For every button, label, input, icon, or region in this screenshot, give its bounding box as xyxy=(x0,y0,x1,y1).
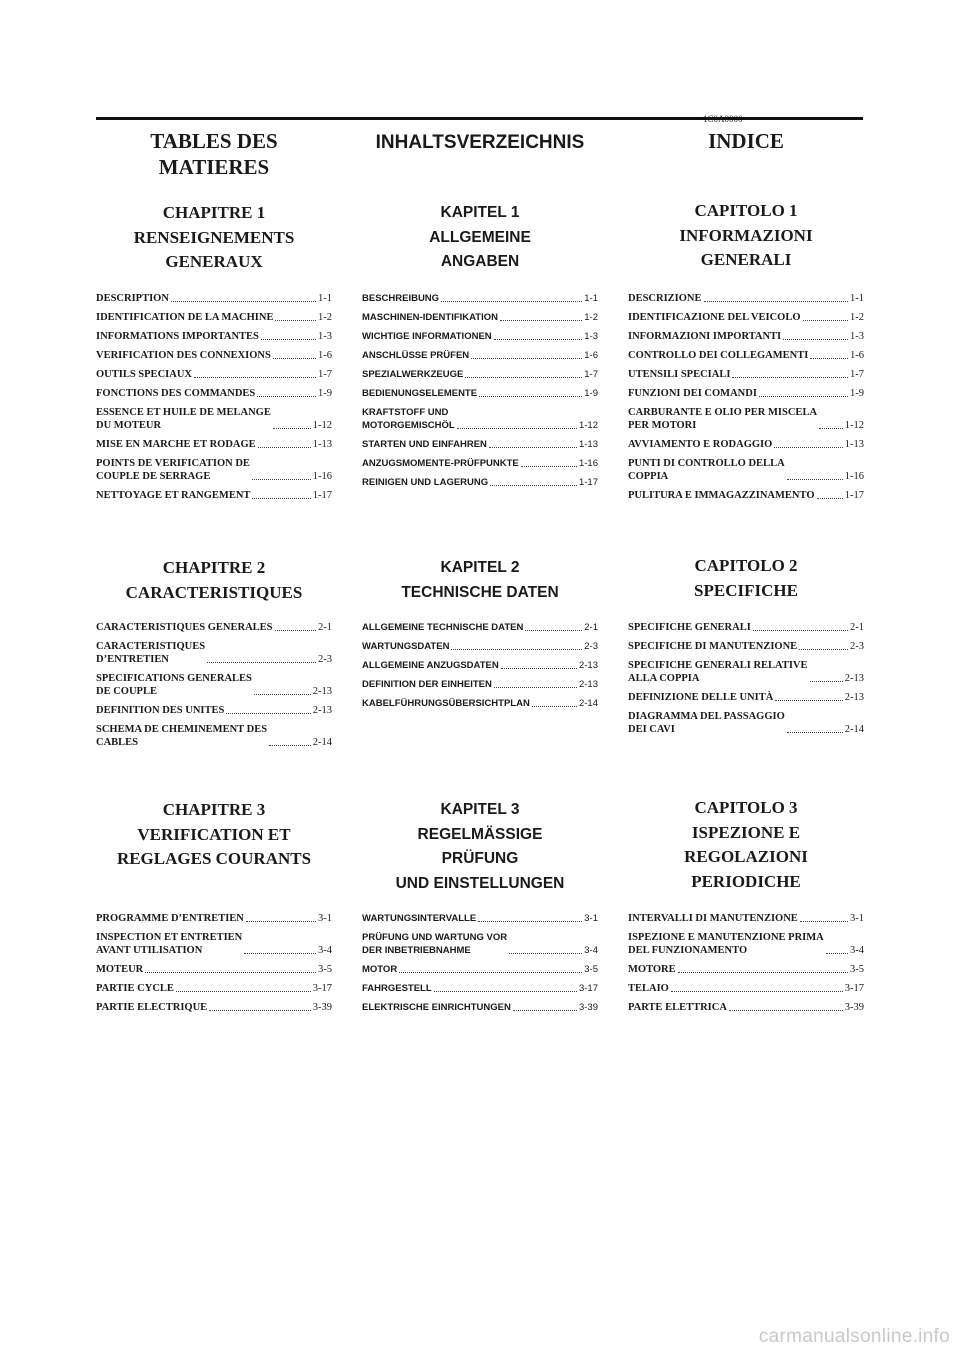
chapter-title: KAPITEL 3 REGELMÄSSIGE PRÜFUNG UND EINSTELLUNGEN xyxy=(395,801,565,892)
toc-entry-page: 3-17 xyxy=(844,983,864,994)
toc-entry-label: DIAGRAMMA DEL PASSAGGIO DEI CAVI xyxy=(628,711,785,735)
toc-entry-page: 3-17 xyxy=(578,983,598,994)
toc-entry-label: INFORMATIONS IMPORTANTES xyxy=(96,331,259,342)
header-title-it: INDICE xyxy=(708,129,784,153)
toc-entry xyxy=(362,931,598,957)
chapter-title: CHAPITRE 2 CARACTERISTIQUES xyxy=(125,558,303,602)
toc-entry xyxy=(96,349,332,362)
toc-entry-page: 2-14 xyxy=(844,724,864,735)
toc-entry-page: 2-13 xyxy=(844,692,864,703)
toc-entry xyxy=(628,387,864,400)
toc-entry-label: POINTS DE VERIFICATION DE COUPLE DE SERRAGE xyxy=(96,458,250,482)
dot-leader xyxy=(775,700,842,701)
toc-entry xyxy=(628,931,864,957)
dot-leader xyxy=(810,358,848,359)
toc-entry-label: PROGRAMME D’ENTRETIEN xyxy=(96,913,244,924)
toc-entry-label: PUNTI DI CONTROLLO DELLA COPPIA xyxy=(628,458,785,482)
dot-leader xyxy=(501,668,577,669)
dot-leader xyxy=(273,428,311,429)
toc-entry-label: MASCHINEN-IDENTIFIKATION xyxy=(362,312,498,323)
toc-entry-page: 3-1 xyxy=(318,913,332,924)
toc-entry-page: 1-7 xyxy=(850,369,864,380)
toc-entry xyxy=(362,621,598,634)
toc-entry-label: INTERVALLI DI MANUTENZIONE xyxy=(628,913,798,924)
toc-entry-page: 1-6 xyxy=(584,350,598,361)
dot-leader xyxy=(729,1010,843,1011)
toc-entry-label: REINIGEN UND LAGERUNG xyxy=(362,477,489,488)
dot-leader xyxy=(252,479,311,480)
toc-entry xyxy=(628,963,864,976)
toc-entry xyxy=(96,672,332,698)
toc-entry xyxy=(628,330,864,343)
toc-entry-label: BEDIENUNGSELEMENTE xyxy=(362,388,478,399)
dot-leader xyxy=(817,498,843,499)
toc-entry-page: 1-9 xyxy=(318,388,332,399)
dot-leader xyxy=(500,320,582,321)
toc-entry-page: 1-12 xyxy=(844,420,864,431)
toc-entry-label: SPECIFICHE GENERALI RELATIVE ALLA COPPIA xyxy=(628,660,808,684)
dot-leader xyxy=(513,1010,577,1011)
toc-entry-label: PRÜFUNG UND WARTUNG VOR DER INBETRIEBNAHME xyxy=(362,932,508,956)
toc-entry xyxy=(96,912,332,925)
dot-leader xyxy=(787,479,843,480)
toc-entry-page: 1-7 xyxy=(318,369,332,380)
toc-entry-page: 1-2 xyxy=(318,312,332,323)
toc-entry-page: 3-39 xyxy=(844,1002,864,1013)
chapter-title: KAPITEL 1 ALLGEMEINE ANGABEN xyxy=(429,204,531,270)
toc-entry-label: FAHRGESTELL xyxy=(362,983,432,994)
toc-entry-page: 1-7 xyxy=(584,369,598,380)
toc-entry xyxy=(628,457,864,483)
toc-entry-page: 3-17 xyxy=(312,983,332,994)
dot-leader xyxy=(273,358,316,359)
toc-entry-page: 3-5 xyxy=(584,964,598,975)
dot-leader xyxy=(226,713,310,714)
toc-entry-label: ALLGEMEINE TECHNISCHE DATEN xyxy=(362,622,524,633)
toc-entry-label: INFORMAZIONI IMPORTANTI xyxy=(628,331,782,342)
toc-entry-page: 1-1 xyxy=(318,293,332,304)
toc-entry-label: ALLGEMEINE ANZUGSDATEN xyxy=(362,660,499,671)
dot-leader xyxy=(194,377,316,378)
dot-leader xyxy=(269,745,311,746)
toc-entry-label: DESCRIZIONE xyxy=(628,293,702,304)
toc-entry-page: 3-4 xyxy=(584,945,598,956)
dot-leader xyxy=(787,732,843,733)
dot-leader xyxy=(803,320,848,321)
toc-entry-page: 1-6 xyxy=(850,350,864,361)
dot-leader xyxy=(478,921,582,922)
toc-entry xyxy=(96,368,332,381)
toc-entry-page: 2-3 xyxy=(318,654,332,665)
toc-entry-page: 1-13 xyxy=(312,439,332,450)
chapter-title: CAPITOLO 3 ISPEZIONE E REGOLAZIONI PERIODICHE xyxy=(684,798,808,891)
header-title-fr: TABLES DES MATIERES xyxy=(150,129,278,179)
dot-leader xyxy=(399,972,582,973)
toc-entry-label: WARTUNGSINTERVALLE xyxy=(362,913,477,924)
toc-entry xyxy=(628,311,864,324)
toc-entry xyxy=(362,1001,598,1014)
toc-entry-label: TELAIO xyxy=(628,983,669,994)
toc-entry-label: MOTORE xyxy=(628,964,676,975)
toc-entry-label: ISPEZIONE E MANUTENZIONE PRIMA DEL FUNZIONAMENTO xyxy=(628,932,824,956)
toc-entry xyxy=(96,963,332,976)
toc-entry xyxy=(362,678,598,691)
toc-entry xyxy=(628,710,864,736)
toc-entry-label: STARTEN UND EINFAHREN xyxy=(362,439,487,450)
toc-entry xyxy=(96,723,332,749)
chapter-title: CAPITOLO 1 INFORMAZIONI GENERALI xyxy=(679,201,813,269)
toc-entry xyxy=(362,349,598,362)
toc-entry xyxy=(362,311,598,324)
dot-leader xyxy=(753,630,848,631)
toc-list-de-2 xyxy=(362,621,598,716)
dot-leader xyxy=(244,953,316,954)
toc-entry-page: 1-16 xyxy=(578,458,598,469)
toc-entry-label: WARTUNGSDATEN xyxy=(362,641,450,652)
toc-entry-label: KRAFTSTOFF UND MOTORGEMISCHÖL xyxy=(362,407,455,431)
toc-entry-page: 3-1 xyxy=(850,913,864,924)
toc-entry-label: INSPECTION ET ENTRETIEN AVANT UTILISATION xyxy=(96,932,243,956)
toc-entry xyxy=(628,489,864,502)
toc-entry xyxy=(628,368,864,381)
toc-entry-label: FONCTIONS DES COMMANDES xyxy=(96,388,256,399)
dot-leader xyxy=(465,377,582,378)
toc-entry xyxy=(628,406,864,432)
toc-entry-page: 2-14 xyxy=(578,698,598,709)
toc-entry-label: DEFINITION DES UNITES xyxy=(96,705,225,716)
toc-entry-label: CARBURANTE E OLIO PER MISCELA PER MOTORI xyxy=(628,407,818,431)
dot-leader xyxy=(434,991,577,992)
dot-leader xyxy=(509,953,582,954)
toc-entry-page: 1-3 xyxy=(318,331,332,342)
toc-entry xyxy=(362,368,598,381)
toc-entry-label: ANSCHLÜSSE PRÜFEN xyxy=(362,350,470,361)
toc-entry xyxy=(362,982,598,995)
dot-leader xyxy=(494,339,583,340)
toc-entry-label: SPECIFICATIONS GENERALES DE COUPLE xyxy=(96,673,252,697)
toc-entry xyxy=(96,406,332,432)
toc-entry-page: 1-17 xyxy=(578,477,598,488)
toc-entry-label: ANZUGSMOMENTE-PRÜFPUNKTE xyxy=(362,458,519,469)
toc-entry-page: 2-13 xyxy=(844,673,864,684)
toc-entry xyxy=(362,963,598,976)
toc-entry xyxy=(96,330,332,343)
toc-entry xyxy=(362,292,598,305)
toc-entry-label: ESSENCE ET HUILE DE MELANGE DU MOTEUR xyxy=(96,407,271,431)
dot-leader xyxy=(457,428,577,429)
toc-entry xyxy=(96,640,332,666)
toc-entry-label: IDENTIFICAZIONE DEL VEICOLO xyxy=(628,312,801,323)
toc-entry-label: MOTEUR xyxy=(96,964,144,975)
chapter-title: KAPITEL 2 TECHNISCHE DATEN xyxy=(401,559,559,601)
toc-entry-label: DESCRIPTION xyxy=(96,293,169,304)
toc-entry xyxy=(96,457,332,483)
toc-entry-page: 2-13 xyxy=(312,686,332,697)
toc-entry-page: 3-4 xyxy=(850,945,864,956)
toc-entry-label: KABELFÜHRUNGSÜBERSICHTPLAN xyxy=(362,698,530,709)
dot-leader xyxy=(810,681,843,682)
toc-entry-label: CARACTERISTIQUES D’ENTRETIEN xyxy=(96,641,206,665)
toc-entry-label: DEFINITION DER EINHEITEN xyxy=(362,679,492,690)
toc-entry xyxy=(362,387,598,400)
toc-entry-label: CONTROLLO DEI COLLEGAMENTI xyxy=(628,350,809,361)
dot-leader xyxy=(176,991,311,992)
dot-leader xyxy=(799,649,848,650)
toc-entry-page: 2-1 xyxy=(584,622,598,633)
toc-entry-page: 3-39 xyxy=(312,1002,332,1013)
toc-entry-page: 1-12 xyxy=(578,420,598,431)
dot-leader xyxy=(246,921,316,922)
toc-entry-label: VERIFICATION DES CONNEXIONS xyxy=(96,350,271,361)
toc-entry-label: UTENSILI SPECIALI xyxy=(628,369,731,380)
toc-entry xyxy=(96,292,332,305)
dot-leader xyxy=(826,953,848,954)
dot-leader xyxy=(209,1010,311,1011)
toc-entry-page: 2-3 xyxy=(584,641,598,652)
toc-entry-page: 1-2 xyxy=(850,312,864,323)
toc-entry-page: 2-1 xyxy=(850,622,864,633)
dot-leader xyxy=(732,377,848,378)
toc-entry-label: ELEKTRISCHE EINRICHTUNGEN xyxy=(362,1002,511,1013)
dot-leader xyxy=(521,466,577,467)
dot-leader xyxy=(252,498,310,499)
toc-list-it-3 xyxy=(628,912,864,1020)
toc-entry-label: DEFINIZIONE DELLE UNITÀ xyxy=(628,692,774,703)
watermark: carmanualsonline.info xyxy=(758,1326,950,1347)
toc-entry-page: 3-5 xyxy=(318,964,332,975)
dot-leader xyxy=(258,447,311,448)
toc-entry-label: AVVIAMENTO E RODAGGIO xyxy=(628,439,773,450)
toc-entry-label: PARTE ELETTRICA xyxy=(628,1002,727,1013)
dot-leader xyxy=(819,428,843,429)
toc-entry-page: 2-1 xyxy=(318,622,332,633)
toc-entry xyxy=(96,931,332,957)
toc-entry-label: CARACTERISTIQUES GENERALES xyxy=(96,622,273,633)
toc-entry-label: IDENTIFICATION DE LA MACHINE xyxy=(96,312,274,323)
toc-entry xyxy=(628,621,864,634)
toc-entry-page: 2-13 xyxy=(578,660,598,671)
dot-leader xyxy=(207,662,316,663)
toc-entry-label: WICHTIGE INFORMATIONEN xyxy=(362,331,492,342)
toc-entry-page: 1-2 xyxy=(584,312,598,323)
toc-entry-label: PARTIE CYCLE xyxy=(96,983,174,994)
top-rule xyxy=(96,117,863,120)
toc-entry xyxy=(96,438,332,451)
toc-entry xyxy=(96,982,332,995)
toc-entry-page: 3-5 xyxy=(850,964,864,975)
dot-leader xyxy=(490,485,577,486)
dot-leader xyxy=(479,396,582,397)
chapter-title: CHAPITRE 1 RENSEIGNEMENTS GENERAUX xyxy=(133,203,295,271)
dot-leader xyxy=(759,396,848,397)
toc-entry xyxy=(362,457,598,470)
dot-leader xyxy=(532,706,577,707)
toc-entry-page: 1-17 xyxy=(844,490,864,501)
toc-entry-page: 1-3 xyxy=(584,331,598,342)
dot-leader xyxy=(489,447,577,448)
toc-entry xyxy=(362,330,598,343)
toc-entry-label: BESCHREIBUNG xyxy=(362,293,440,304)
toc-entry-label: SPEZIALWERKZEUGE xyxy=(362,369,464,380)
toc-entry-label: SPECIFICHE DI MANUTENZIONE xyxy=(628,641,798,652)
chapter-title: CAPITOLO 2 SPECIFICHE xyxy=(694,556,798,600)
toc-entry xyxy=(362,476,598,489)
toc-list-fr-2 xyxy=(96,621,332,755)
header-title-de: INHALTSVERZEICHNIS xyxy=(375,132,585,153)
toc-entry-page: 1-12 xyxy=(312,420,332,431)
toc-list-fr-1 xyxy=(96,292,332,508)
toc-entry-page: 1-9 xyxy=(584,388,598,399)
toc-entry xyxy=(628,640,864,653)
toc-entry-page: 1-13 xyxy=(844,439,864,450)
toc-entry-page: 1-1 xyxy=(850,293,864,304)
toc-entry xyxy=(628,691,864,704)
toc-entry-page: 1-16 xyxy=(312,471,332,482)
toc-entry-page: 3-1 xyxy=(584,913,598,924)
toc-list-de-1 xyxy=(362,292,598,495)
toc-entry-label: FUNZIONI DEI COMANDI xyxy=(628,388,757,399)
toc-entry-label: MISE EN MARCHE ET RODAGE xyxy=(96,439,256,450)
toc-entry xyxy=(628,912,864,925)
toc-entry-page: 1-9 xyxy=(850,388,864,399)
toc-entry xyxy=(628,1001,864,1014)
toc-entry xyxy=(96,489,332,502)
toc-entry-page: 1-17 xyxy=(312,490,332,501)
dot-leader xyxy=(671,991,843,992)
toc-entry-page: 2-13 xyxy=(578,679,598,690)
dot-leader xyxy=(441,301,582,302)
toc-entry-page: 1-13 xyxy=(578,439,598,450)
toc-entry-page: 1-1 xyxy=(584,293,598,304)
toc-entry-label: NETTOYAGE ET RANGEMENT xyxy=(96,490,251,501)
dot-leader xyxy=(783,339,848,340)
dot-leader xyxy=(171,301,316,302)
dot-leader xyxy=(451,649,582,650)
dot-leader xyxy=(275,630,316,631)
dot-leader xyxy=(257,396,316,397)
toc-entry xyxy=(96,387,332,400)
toc-entry-page: 3-39 xyxy=(578,1002,598,1013)
toc-entry xyxy=(96,704,332,717)
toc-entry xyxy=(628,292,864,305)
dot-leader xyxy=(704,301,848,302)
toc-list-fr-3 xyxy=(96,912,332,1020)
toc-entry xyxy=(628,982,864,995)
toc-entry-label: MOTOR xyxy=(362,964,398,975)
toc-entry-label: PARTIE ELECTRIQUE xyxy=(96,1002,208,1013)
toc-entry-page: 1-6 xyxy=(318,350,332,361)
toc-entry-page: 2-14 xyxy=(312,737,332,748)
dot-leader xyxy=(678,972,848,973)
toc-entry xyxy=(628,349,864,362)
toc-entry-label: OUTILS SPECIAUX xyxy=(96,369,192,380)
toc-entry-page: 1-16 xyxy=(844,471,864,482)
toc-entry-label: PULITURA E IMMAGAZZINAMENTO xyxy=(628,490,815,501)
toc-entry xyxy=(362,697,598,710)
dot-leader xyxy=(145,972,316,973)
dot-leader xyxy=(471,358,582,359)
toc-entry-page: 2-3 xyxy=(850,641,864,652)
toc-entry xyxy=(362,406,598,432)
toc-entry xyxy=(362,640,598,653)
dot-leader xyxy=(261,339,316,340)
dot-leader xyxy=(800,921,848,922)
toc-entry-page: 2-13 xyxy=(312,705,332,716)
dot-leader xyxy=(525,630,582,631)
toc-entry xyxy=(362,438,598,451)
toc-entry-label: SCHEMA DE CHEMINEMENT DES CABLES xyxy=(96,724,268,748)
toc-entry xyxy=(628,659,864,685)
toc-entry-page: 3-4 xyxy=(318,945,332,956)
dot-leader xyxy=(275,320,316,321)
toc-list-de-3 xyxy=(362,912,598,1020)
toc-entry xyxy=(628,438,864,451)
toc-entry xyxy=(96,1001,332,1014)
toc-entry xyxy=(96,311,332,324)
dot-leader xyxy=(254,694,311,695)
chapter-title: CHAPITRE 3 VERIFICATION ET REGLAGES COURANTS xyxy=(116,800,312,868)
dot-leader xyxy=(494,687,577,688)
toc-entry-label: SPECIFICHE GENERALI xyxy=(628,622,751,633)
toc-list-it-2 xyxy=(628,621,864,742)
toc-entry xyxy=(362,912,598,925)
toc-entry xyxy=(362,659,598,672)
toc-entry-page: 1-3 xyxy=(850,331,864,342)
toc-entry xyxy=(96,621,332,634)
toc-list-it-1 xyxy=(628,292,864,508)
dot-leader xyxy=(774,447,842,448)
